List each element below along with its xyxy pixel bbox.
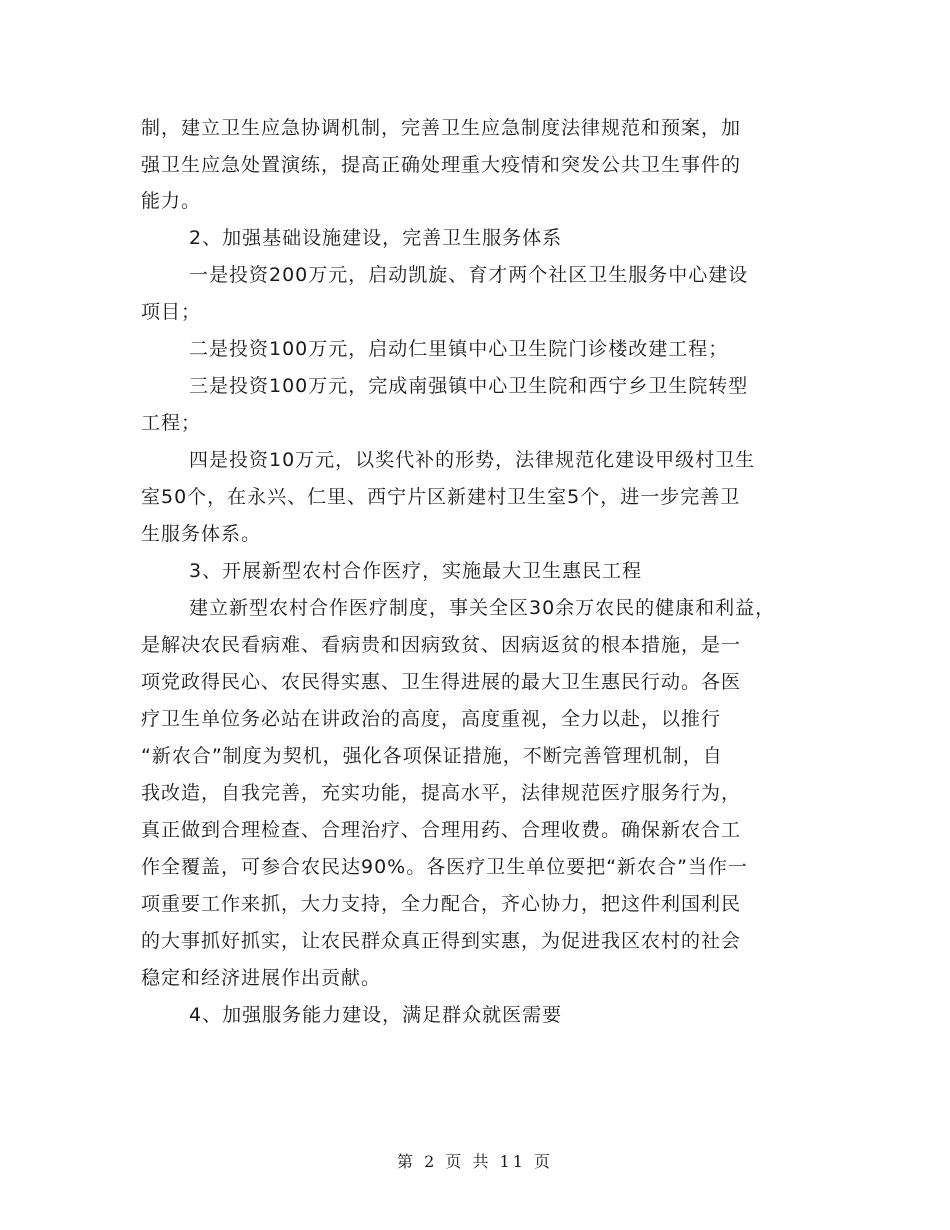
text-line: 项重要工作来抓，大力支持，全力配合，齐心协力，把这件利国利民 [141, 893, 742, 915]
text-line: 项党政得民心、农民得实惠、卫生得进展的最大卫生惠民行动。各医 [141, 671, 742, 693]
text-line: 我改造，自我完善，充实功能，提高水平，法律规范医疗服务行为， [141, 782, 742, 804]
section-heading: 2、加强基础设施建设，完善卫生服务体系 [189, 227, 563, 249]
text-line: 二是投资100万元，启动仁里镇中心卫生院门诊楼改建工程； [189, 338, 729, 360]
text-line: “新农合”制度为契机，强化各项保证措施，不断完善管理机制，自 [141, 745, 723, 767]
text-line: 稳定和经济进展作出贡献。 [141, 967, 382, 989]
section-heading: 3、开展新型农村合作医疗，实施最大卫生惠民工程 [189, 560, 643, 582]
text-line: 是解决农民看病难、看病贵和因病致贫、因病返贫的根本措施，是一 [141, 634, 742, 656]
text-line: 工程； [141, 412, 202, 434]
text-line: 生服务体系。 [141, 523, 262, 545]
text-line: 项目； [141, 301, 202, 323]
text-line: 真正做到合理检查、合理治疗、合理用药、合理收费。确保新农合工 [141, 819, 742, 841]
text-line: 的大事抓好抓实，让农民群众真正得到实惠，为促进我区农村的社会 [141, 930, 742, 952]
text-line: 四是投资10万元，以奖代补的形势，法律规范化建设甲级村卫生 [189, 449, 756, 471]
text-line: 一是投资200万元，启动凯旋、育才两个社区卫生服务中心建设 [189, 264, 749, 286]
section-heading: 4、加强服务能力建设，满足群众就医需要 [189, 1004, 563, 1026]
text-line: 强卫生应急处置演练，提高正确处理重大疫情和突发公共卫生事件的 [141, 154, 742, 176]
text-line: 能力。 [141, 190, 202, 212]
text-line: 制，建立卫生应急协调机制，完善卫生应急制度法律规范和预案，加 [141, 117, 742, 139]
text-line: 室50个，在永兴、仁里、西宁片区新建村卫生室5个，进一步完善卫 [141, 486, 741, 508]
text-line: 疗卫生单位务必站在讲政治的高度，高度重视，全力以赴，以推行 [141, 708, 722, 730]
text-line: 作全覆盖，可参合农民达90%。各医疗卫生单位要把“新农合”当作一 [141, 856, 748, 878]
page-number-footer: 第 2 页 共 11 页 [397, 1152, 553, 1171]
text-line: 建立新型农村合作医疗制度，事关全区30余万农民的健康和利益， [189, 597, 776, 619]
text-line: 三是投资100万元，完成南强镇中心卫生院和西宁乡卫生院转型 [189, 375, 749, 397]
